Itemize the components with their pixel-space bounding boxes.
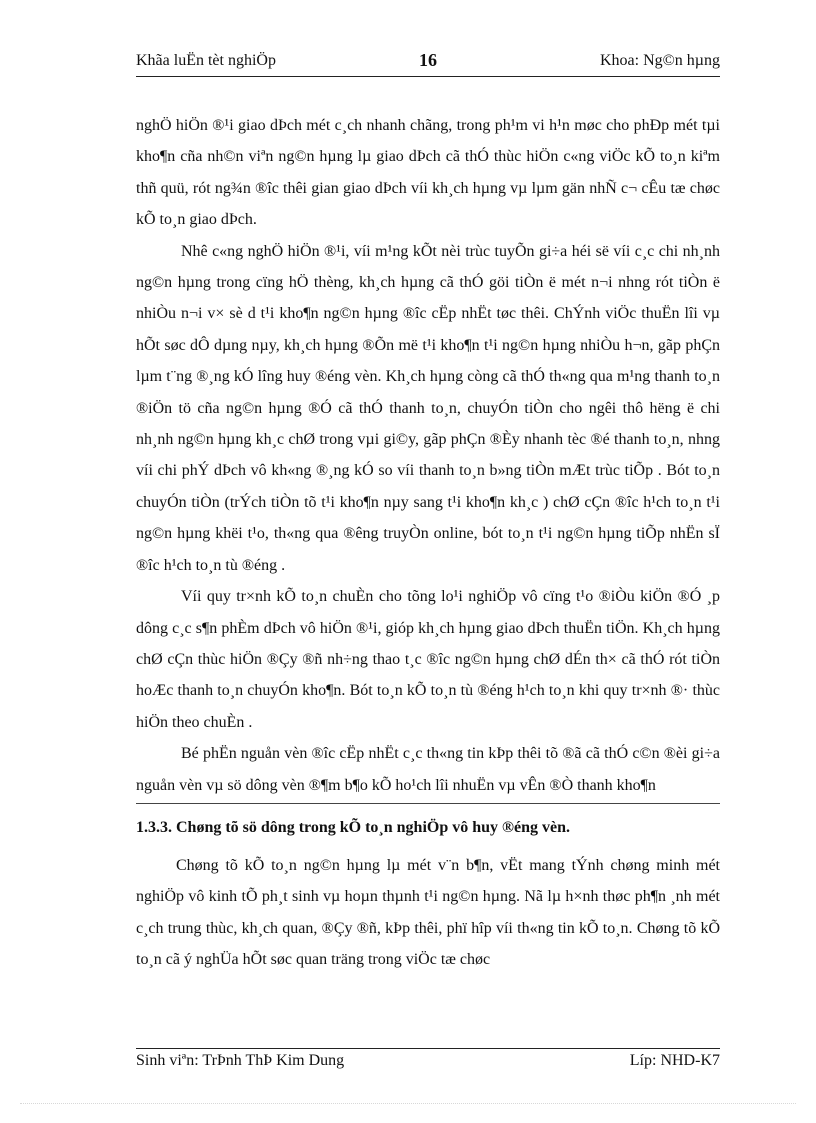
paragraph-2: Nhê c«ng nghÖ hiÖn ®¹i, víi m¹ng kÕt nèi trùc tuyÕn gi÷a héi së víi c¸c chi nh¸nh ng©n hµng trong cïng hÖ thèng, kh¸ch hµng cã thÓ göi tiÒn ë mét n¬i nhng rót tiÒn ë nhiÒu n¬i v× sè d t¹i kho¶n ng©n hµng ®îc cËp nhËt tøc thêi. ChÝnh viÖc thuËn lîi vµ hÕt søc dÔ dµng nµy, kh¸ch hµng ®Õn më t¹i kho¶n t¹i ng©n hµng nhiÒu h¬n, gãp phÇn lµm t¨ng ®¸ng kÓ lîng huy ®éng vèn. Kh¸ch hµng còng cã thÓ th«ng qua m¹ng thanh to¸n ®iÖn tö cña ng©n hµng ®Ó cã thÓ thanh to¸n, chuyÓn tiÒn cho ngêi thô hëng ë chi nh¸nh ng©n hµng kh¸c chØ trong vµi gi©y, gãp phÇn ®Èy nhanh tèc ®é thanh to¸n, nhng víi chi phÝ dÞch vô kh«ng ®¸ng kÓ so víi thanh to¸n b»ng tiÒn mÆt trùc tiÕp . Bót to¸n chuyÓn tiÒn (trÝch tiÒn tõ t¹i kho¶n nµy sang t¹i kho¶n kh¸c ) chØ cÇn ®îc h¹ch to¸n t¹i ng©n hµng khëi t¹o, th«ng qua ®êng truyÒn online, bót to¸n t¹i ng©n hµng tiÕp nhËn sÏ ®îc h¹ch to¸n tù ®éng . bbox=[136, 242, 720, 574]
paragraph-4: Bé phËn nguån vèn ®îc cËp nhËt c¸c th«ng tin kÞp thêi tõ ®ã cã thÓ c©n ®èi gi÷a nguån vèn vµ sö dông vèn ®¶m b¶o kÕ ho¹ch lîi nhuËn vµ vÊn ®Ò thanh kho¶n bbox=[136, 745, 720, 794]
section-heading: 1.3.3. Chøng tõ sö dông trong kÕ to¸n nghiÖp vô huy ®éng vèn. bbox=[136, 818, 570, 836]
page-edge bbox=[20, 1103, 796, 1104]
paragraph-1: nghÖ hiÖn ®¹i giao dÞch mét c¸ch nhanh chãng, trong ph¹m vi h¹n møc cho phÐp mét tµi kho¶n cña nh©n viªn ng©n hµng lµ giao dÞch cã thÓ thùc hiÖn c«ng viÖc kÕ to¸n kiªm thñ quü, rót ng¾n ®îc thêi gian giao dÞch víi kh¸ch hµng vµ lµm gän nhÑ c¬ cÊu tæ chøc kÕ to¸n giao dÞch. bbox=[136, 117, 720, 229]
section-divider bbox=[136, 803, 720, 804]
header-document-title: Khãa luËn tèt nghiÖp bbox=[136, 52, 276, 69]
paragraph-3: Víi quy tr×nh kÕ to¸n chuÈn cho tõng lo¹i nghiÖp vô cïng t¹o ®iÒu kiÖn ®Ó ¸p dông c¸c s¶n phÈm dÞch vô hiÖn ®¹i, gióp kh¸ch hµng giao dÞch thuËn tiÖn. Kh¸ch hµng chØ cÇn thùc hiÖn ®Çy ®ñ nh÷ng thao t¸c ®îc ng©n hµng chØ dÉn th× cã thÓ rót tiÒn hoÆc thanh to¸n chuyÓn kho¶n. Bót to¸n kÕ to¸n tù ®éng h¹ch to¸n khi quy tr×nh ®· thùc hiÖn theo chuÈn . bbox=[136, 588, 720, 731]
page-header bbox=[136, 50, 720, 76]
section-paragraph: Chøng tõ kÕ to¸n ng©n hµng lµ mét v¨n b¶n, vËt mang tÝnh chøng minh mét nghiÖp vô kinh tÕ ph¸t sinh vµ hoµn thµnh t¹i ng©n hµng. Nã lµ h×nh thøc ph¶n ¸nh mét c¸ch trung thùc, kh¸ch quan, ®Çy ®ñ, kÞp thêi, phï hîp víi th«ng tin kÕ to¸n. Chøng tõ kÕ to¸n cã ý nghÜa hÕt søc quan träng trong viÖc tæ chøc bbox=[136, 856, 720, 969]
footer-class: Líp: NHD-K7 bbox=[629, 1052, 720, 1069]
footer-rule bbox=[136, 1048, 720, 1049]
footer-student: Sinh viªn: TrÞnh ThÞ Kim Dung bbox=[136, 1052, 345, 1069]
header-rule bbox=[136, 76, 720, 77]
body-text bbox=[136, 110, 720, 976]
page-footer bbox=[136, 1052, 720, 1076]
header-faculty: Khoa: Ng©n hµng bbox=[599, 52, 720, 69]
page-number: 16 bbox=[419, 50, 437, 70]
